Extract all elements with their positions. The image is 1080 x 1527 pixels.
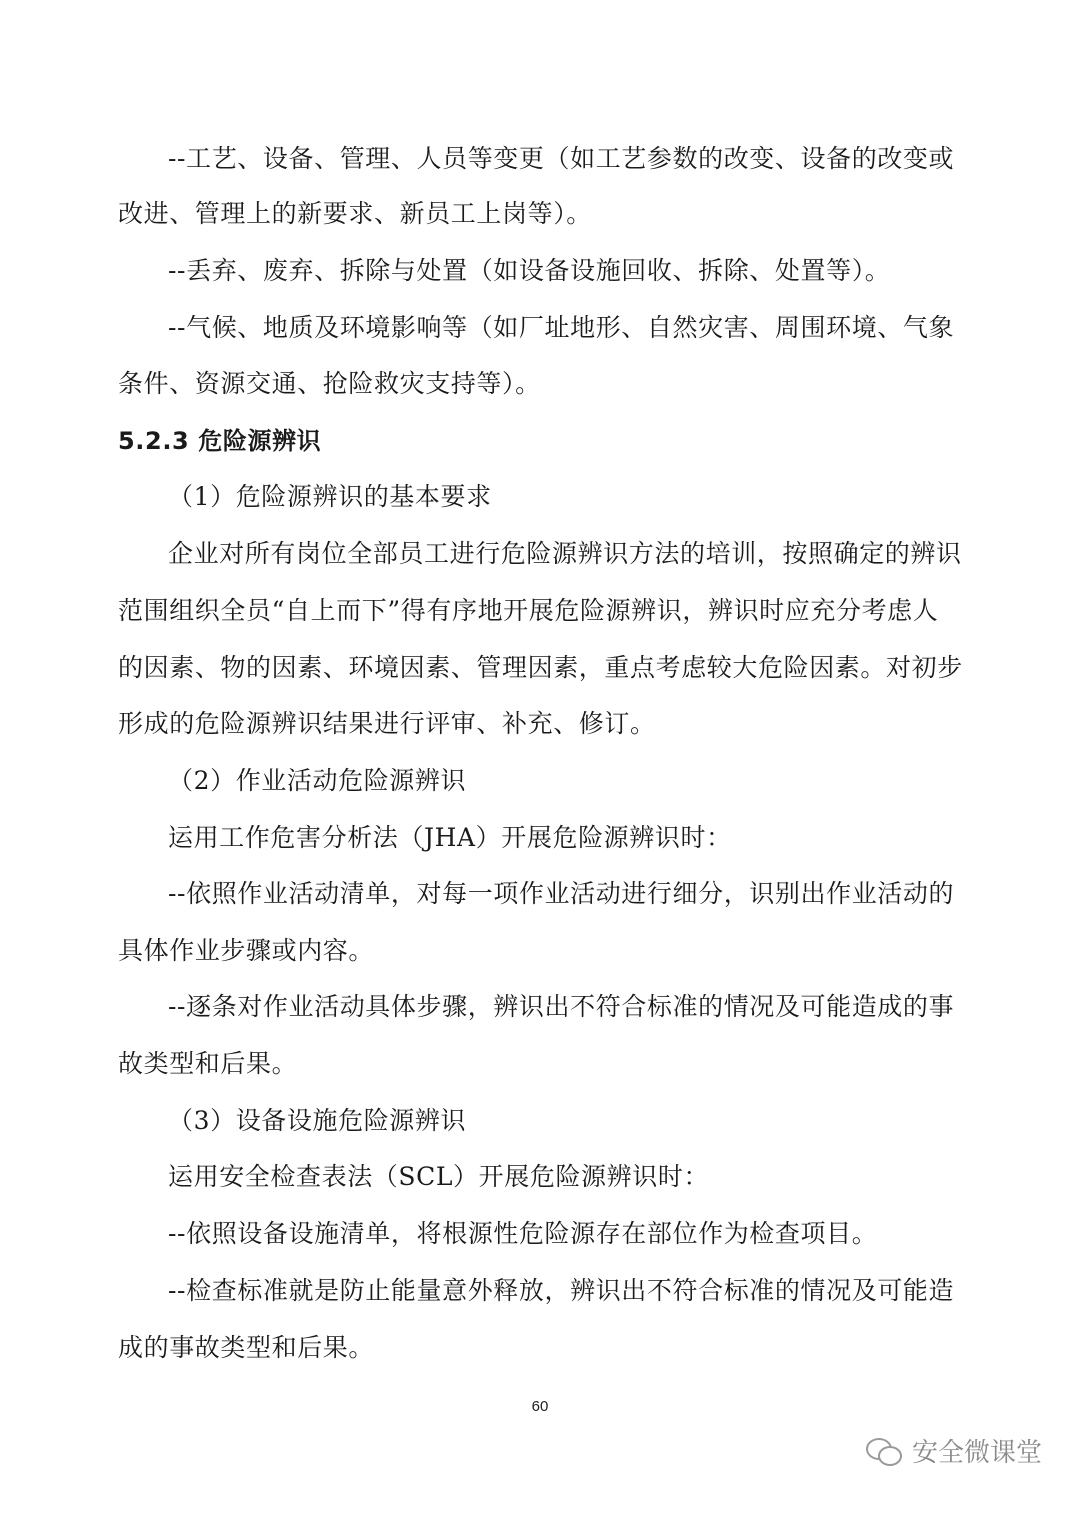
- page-number: 60: [531, 1398, 549, 1415]
- paragraph-line: --气候、地质及环境影响等（如厂址地形、自然灾害、周围环境、气象: [168, 313, 955, 342]
- paragraph-line: 故类型和后果。: [118, 1049, 298, 1078]
- paragraph-line: --检查标准就是防止能量意外释放，辨识出不符合标准的情况及可能造: [168, 1276, 955, 1305]
- paragraph-line: 具体作业步骤或内容。: [118, 936, 375, 965]
- subsection-heading: （2）作业活动危险源辨识: [168, 766, 467, 795]
- paragraph-line: 成的事故类型和后果。: [118, 1333, 375, 1362]
- paragraph-line: --依照设备设施清单，将根源性危险源存在部位作为检查项目。: [168, 1219, 878, 1248]
- paragraph-line: 条件、资源交通、抢险救灾支持等）。: [118, 369, 541, 398]
- paragraph-line: 运用工作危害分析法（JHA）开展危险源辨识时：: [168, 823, 732, 852]
- watermark: [866, 1432, 1042, 1469]
- paragraph-line: 运用安全检查表法（SCL）开展危险源辨识时：: [168, 1162, 710, 1191]
- paragraph-line: --逐条对作业活动具体步骤，辨识出不符合标准的情况及可能造成的事: [168, 992, 955, 1021]
- paragraph-line: 企业对所有岗位全部员工进行危险源辨识方法的培训，按照确定的辨识: [168, 539, 962, 568]
- paragraph-line: 范围组织全员“自上而下”得有序地开展危险源辨识，辨识时应充分考虑人: [118, 596, 939, 625]
- paragraph-line: --丢弃、废弃、拆除与处置（如设备设施回收、拆除、处置等）。: [168, 256, 891, 285]
- paragraph-line: 改进、管理上的新要求、新员工上岗等）。: [118, 199, 592, 228]
- section-heading: 5.2.3 危险源辨识: [118, 427, 322, 455]
- subsection-heading: （1）危险源辨识的基本要求: [168, 482, 492, 511]
- paragraph-line: --依照作业活动清单，对每一项作业活动进行细分，识别出作业活动的: [168, 879, 955, 908]
- wechat-icon: [866, 1436, 904, 1466]
- paragraph-line: 的因素、物的因素、环境因素、管理因素，重点考虑较大危险因素。对初步: [118, 653, 963, 682]
- watermark-text: 安全微课堂: [911, 1438, 1042, 1468]
- paragraph-line: 形成的危险源辨识结果进行评审、补充、修订。: [118, 709, 656, 738]
- paragraph-line: --工艺、设备、管理、人员等变更（如工艺参数的改变、设备的改变或: [168, 144, 955, 173]
- subsection-heading: （3）设备设施危险源辨识: [168, 1106, 467, 1135]
